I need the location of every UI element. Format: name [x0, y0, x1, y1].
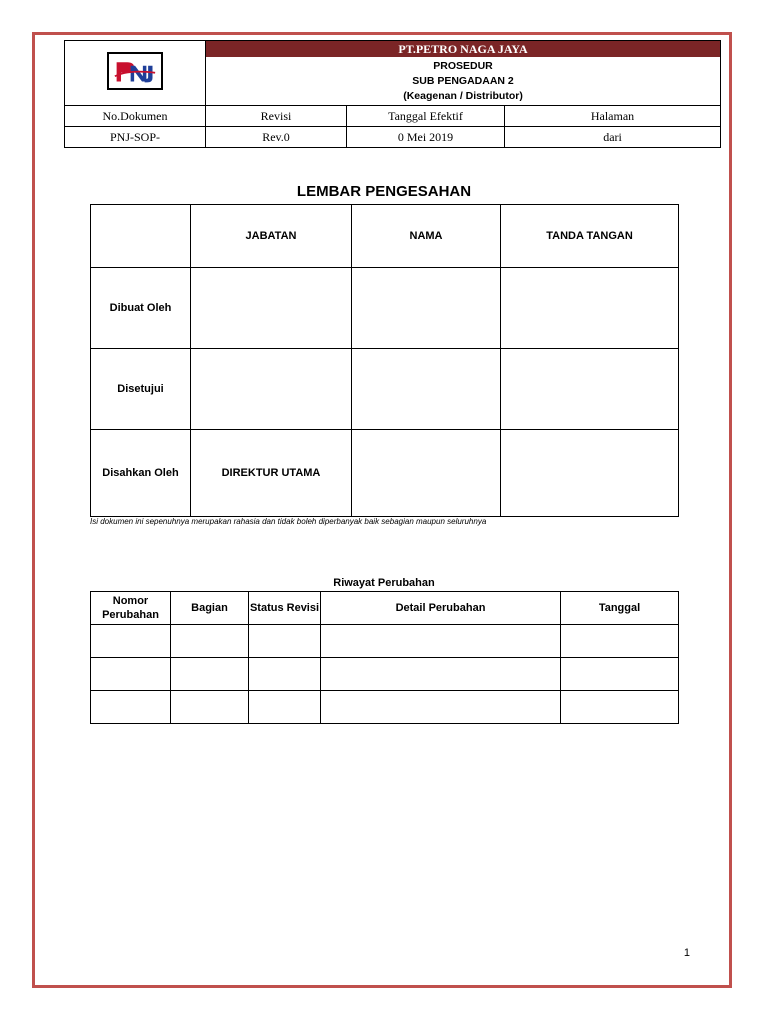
history-cell[interactable] — [561, 691, 679, 724]
approval-jabatan[interactable] — [191, 268, 352, 349]
approval-header-empty — [91, 205, 191, 268]
history-header-bagian: Bagian — [171, 592, 249, 625]
approval-nama[interactable] — [352, 268, 501, 349]
history-header-detail: Detail Perubahan — [321, 592, 561, 625]
approval-row — [91, 430, 679, 517]
change-history-table — [90, 591, 679, 724]
history-cell[interactable] — [249, 658, 321, 691]
history-title: Riwayat Perubahan — [333, 577, 435, 589]
approval-title: LEMBAR PENGESAHAN — [296, 183, 472, 200]
logo-cell — [65, 41, 206, 106]
company-logo — [107, 52, 163, 90]
history-cell[interactable] — [171, 625, 249, 658]
approval-role: Disahkan Oleh — [91, 430, 191, 517]
approval-header-nama: NAMA — [352, 205, 501, 268]
approval-signature[interactable] — [501, 268, 679, 349]
approval-signature[interactable] — [501, 349, 679, 430]
history-cell[interactable] — [91, 658, 171, 691]
history-header-tanggal: Tanggal — [561, 592, 679, 625]
history-cell[interactable] — [249, 691, 321, 724]
approval-role: Disetujui — [91, 349, 191, 430]
value-revisi: Rev.0 — [206, 127, 347, 148]
label-no-dokumen: No.Dokumen — [65, 106, 206, 127]
history-header-nomor: Nomor Perubahan — [91, 592, 171, 625]
value-no-dokumen: PNJ-SOP- — [65, 127, 206, 148]
table-row — [91, 658, 679, 691]
approval-row — [91, 349, 679, 430]
label-halaman: Halaman — [505, 106, 721, 127]
document-header-table — [64, 40, 721, 148]
approval-nama[interactable] — [352, 349, 501, 430]
history-cell[interactable] — [321, 625, 561, 658]
value-tanggal-efektif: 0 Mei 2019 — [347, 127, 505, 148]
history-cell[interactable] — [91, 691, 171, 724]
page-number: 1 — [683, 947, 690, 959]
approval-jabatan[interactable] — [191, 349, 352, 430]
confidentiality-note: Isi dokumen ini sepenuhnya merupakan rahasia dan tidak boleh diperbanyak baik sebagian maupun seluruhnya — [90, 517, 487, 526]
approval-signature[interactable] — [501, 430, 679, 517]
company-name: PT.PETRO NAGA JAYA — [206, 41, 721, 58]
history-cell[interactable] — [171, 691, 249, 724]
label-tanggal-efektif: Tanggal Efektif — [347, 106, 505, 127]
history-cell[interactable] — [249, 625, 321, 658]
approval-header-jabatan: JABATAN — [191, 205, 352, 268]
history-header-status: Status Revisi — [249, 592, 321, 625]
approval-jabatan[interactable]: DIREKTUR UTAMA — [191, 430, 352, 517]
approval-nama[interactable] — [352, 430, 501, 517]
value-halaman: dari — [505, 127, 721, 148]
history-cell[interactable] — [561, 658, 679, 691]
table-row — [91, 625, 679, 658]
history-cell[interactable] — [91, 625, 171, 658]
approval-header-tanda-tangan: TANDA TANGAN — [501, 205, 679, 268]
table-row — [91, 691, 679, 724]
label-revisi: Revisi — [206, 106, 347, 127]
pnj-logo-icon — [112, 57, 158, 85]
document-title-block — [206, 57, 721, 105]
history-cell[interactable] — [561, 625, 679, 658]
document-type: PROSEDUR — [433, 59, 493, 72]
history-cell[interactable] — [321, 691, 561, 724]
approval-role: Dibuat Oleh — [91, 268, 191, 349]
document-subtitle: (Keagenan / Distributor) — [403, 89, 523, 102]
history-cell[interactable] — [171, 658, 249, 691]
approval-row — [91, 268, 679, 349]
approval-table — [90, 204, 679, 517]
document-title: SUB PENGADAAN 2 — [412, 74, 514, 87]
history-cell[interactable] — [321, 658, 561, 691]
